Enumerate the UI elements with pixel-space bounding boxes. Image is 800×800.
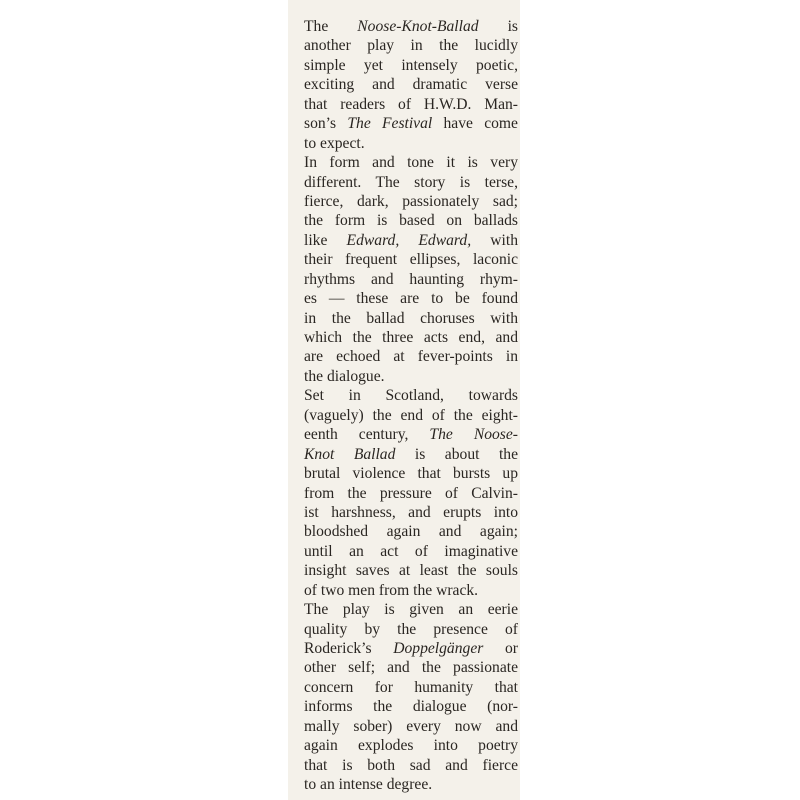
text-line — [304, 678, 518, 697]
text-line — [304, 367, 518, 386]
text-line — [304, 756, 518, 775]
body-text: that is both sad and fierce — [304, 756, 518, 774]
text-line — [304, 600, 518, 619]
text-line — [304, 95, 518, 114]
body-text: different. The story is terse, — [304, 173, 518, 191]
italic-title-text: The Noose- — [429, 426, 518, 444]
text-line — [304, 153, 518, 172]
body-text: is about the — [395, 445, 518, 463]
text-line — [304, 425, 518, 444]
italic-title-text: Knot Ballad — [304, 445, 396, 463]
text-line — [304, 211, 518, 230]
body-text: of two men from the wrack. — [304, 581, 479, 599]
body-text: exciting and dramatic verse — [304, 76, 518, 94]
body-text: son’s — [304, 115, 348, 133]
italic-title-text: The Festival — [347, 115, 433, 133]
body-text: fierce, dark, passionately sad; — [304, 192, 518, 210]
body-text: simple yet intensely poetic, — [304, 56, 518, 74]
italic-title-text: Edward, Edward, — [346, 231, 472, 249]
text-line — [304, 328, 518, 347]
body-text: or — [483, 640, 518, 657]
text-line — [304, 542, 518, 561]
body-text: mally sober) every now and — [304, 717, 518, 735]
text-line — [304, 134, 518, 153]
text-line — [304, 639, 518, 658]
body-text: with — [471, 231, 519, 249]
body-text: quality by the presence of — [304, 620, 518, 638]
body-text: have come — [432, 115, 518, 133]
text-line — [304, 56, 518, 75]
body-text: which the three acts end, and — [304, 329, 518, 346]
text-line — [304, 717, 518, 736]
text-line — [304, 231, 518, 250]
text-line — [304, 173, 518, 192]
body-text: Roderick’s — [304, 640, 394, 657]
body-text: to expect. — [304, 134, 365, 152]
text-line — [304, 445, 518, 464]
body-text: ist harshness, and erupts into — [304, 503, 518, 521]
body-text: The — [304, 18, 358, 35]
text-line — [304, 697, 518, 716]
text-line — [304, 36, 518, 55]
body-text: The play is given an eerie — [304, 601, 518, 619]
body-text: another play in the lucidly — [304, 37, 518, 55]
text-line — [304, 250, 518, 269]
text-line — [304, 484, 518, 503]
body-text: is — [478, 18, 518, 35]
text-line — [304, 503, 518, 522]
italic-title-text: Doppelgänger — [393, 640, 484, 657]
body-text: that readers of H.W.D. Man- — [304, 95, 518, 113]
text-line — [304, 736, 518, 755]
text-line — [304, 581, 518, 600]
text-line — [304, 270, 518, 289]
body-text: their frequent ellipses, laconic — [304, 251, 518, 269]
body-text: like — [304, 231, 347, 249]
text-line — [304, 192, 518, 211]
body-text: the form is based on ballads — [304, 212, 518, 230]
text-line — [304, 464, 518, 483]
text-line — [304, 289, 518, 308]
body-text: rhythms and haunting rhym- — [304, 270, 518, 288]
italic-title-text: Noose-Knot-Ballad — [357, 18, 479, 35]
text-line — [304, 114, 518, 133]
text-line — [304, 561, 518, 580]
body-text: informs the dialogue (nor- — [304, 698, 518, 716]
body-text: are echoed at fever-points in — [304, 348, 518, 366]
body-text: the dialogue. — [304, 367, 385, 385]
body-text: (vaguely) the end of the eight- — [304, 406, 518, 424]
text-line — [304, 406, 518, 425]
body-text: brutal violence that bursts up — [304, 465, 518, 483]
body-text: other self; and the passionate — [304, 659, 518, 677]
body-text: again explodes into poetry — [304, 737, 518, 755]
text-line — [304, 386, 518, 405]
blurb-text-block — [304, 17, 518, 795]
body-text: concern for humanity that — [304, 678, 518, 696]
body-text: in the ballad choruses with — [304, 309, 518, 327]
body-text: bloodshed again and again; — [304, 523, 518, 541]
body-text: insight saves at least the souls — [304, 562, 518, 580]
body-text: until an act of imaginative — [304, 542, 518, 560]
body-text: eenth century, — [304, 426, 430, 444]
text-line — [304, 658, 518, 677]
text-line — [304, 775, 518, 794]
text-line — [304, 17, 518, 36]
body-text: Set in Scotland, towards — [304, 387, 518, 405]
body-text: In form and tone it is very — [304, 154, 518, 172]
text-line — [304, 75, 518, 94]
body-text: es — these are to be found — [304, 290, 518, 308]
body-text: from the pressure of Calvin- — [304, 484, 518, 502]
text-line — [304, 522, 518, 541]
body-text: to an intense degree. — [304, 776, 433, 794]
text-line — [304, 309, 518, 328]
text-line — [304, 620, 518, 639]
text-line — [304, 347, 518, 366]
